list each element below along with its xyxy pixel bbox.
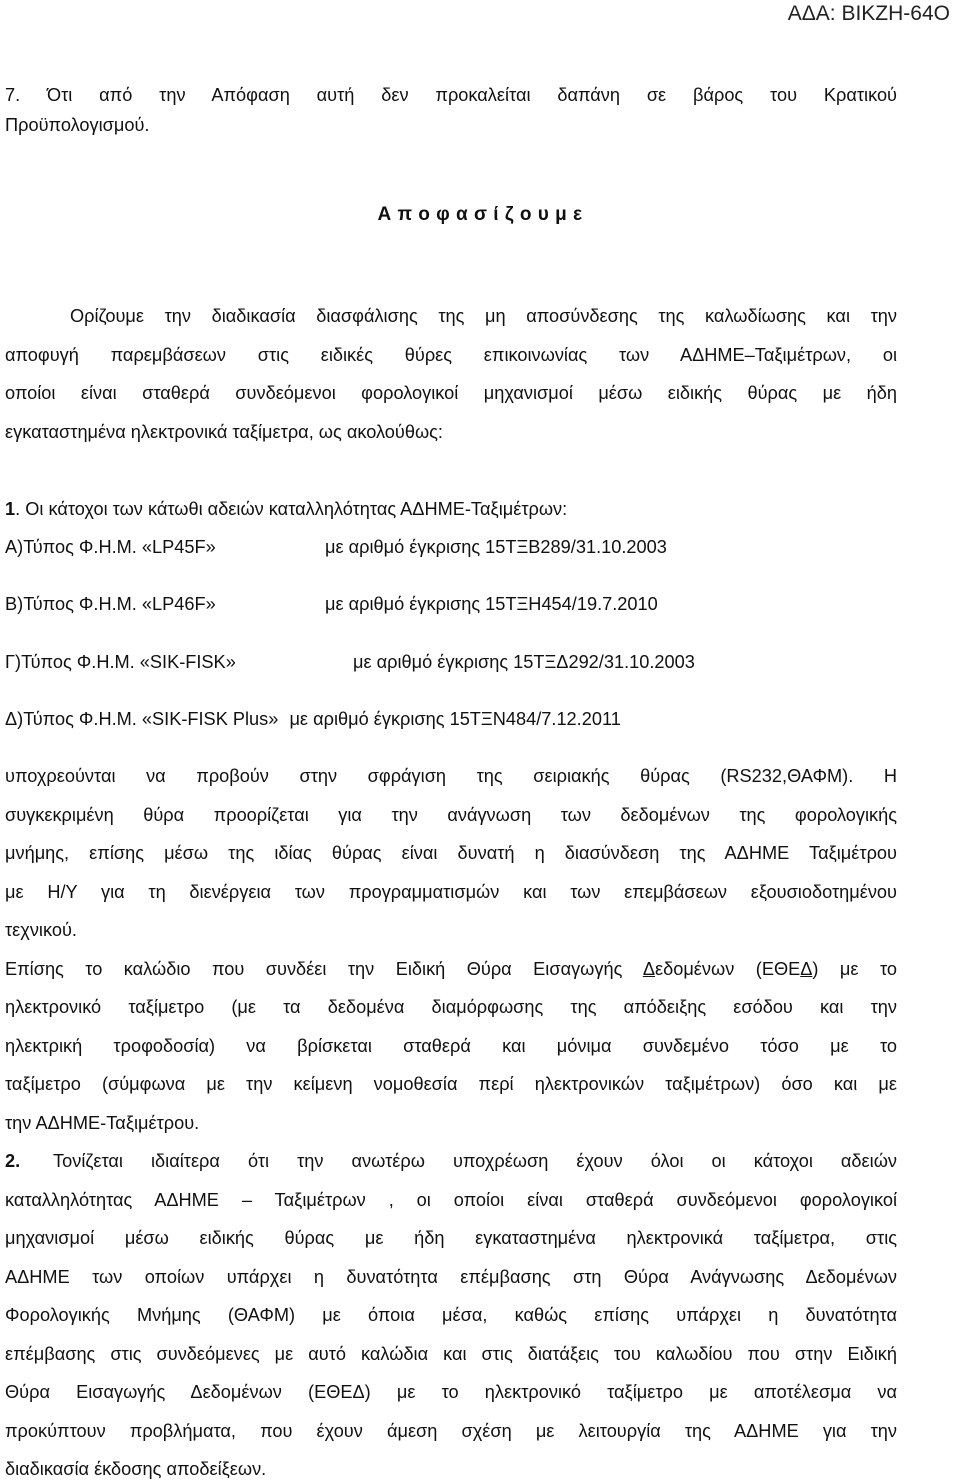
type-item-d — [5, 708, 905, 730]
type-item-b — [5, 593, 905, 615]
section2-line7: Θύρα Εισαγωγής Δεδομένων (ΕΘΕΔ) με το ηλεκτρονικό ταξίμετρο με αποτέλεσμα να — [5, 1382, 897, 1402]
para1-line5: τεχνικού. — [5, 920, 77, 940]
type-approval: με αριθμό έγκρισης 15ΤΞΗ454/19.7.2010 — [325, 594, 658, 614]
para1-line3: μνήμης, επίσης μέσω της ιδίας θύρας είναι δυνατή η διασύνδεση της ΑΔΗΜΕ Ταξιμέτρου — [5, 843, 897, 863]
section2-line2: καταλληλότητας ΑΔΗΜΕ – Ταξιμέτρων , οι οποίοι είναι σταθερά συνδεόμενοι φορολογικοί — [5, 1190, 897, 1210]
intro-line3: οποίοι είναι σταθερά συνδεόμενοι φορολογικοί μηχανισμοί μέσω ειδικής θύρας με ήδη — [5, 383, 897, 403]
section1-number: 1 — [5, 499, 16, 519]
para2-line1 — [5, 958, 897, 980]
type-item-c — [5, 651, 905, 673]
item7-line1: 7. Ότι από την Απόφαση αυτή δεν προκαλείται δαπάνη σε βάρος του Κρατικού — [5, 85, 897, 105]
para1-line4: με Η/Υ για τη διενέργεια των προγραμματισμών και των επεμβάσεων εξουσιοδοτημένου — [5, 882, 897, 902]
decision-title: Α π ο φ α σ ί ζ ο υ μ ε — [377, 204, 583, 225]
type-approval: με αριθμό έγκρισης 15ΤΞΒ289/31.10.2003 — [325, 537, 667, 557]
para2-line3: ηλεκτρική τροφοδοσία) να βρίσκεται σταθερά και μόνιμα συνδεμένο τόσο με το — [5, 1036, 897, 1056]
intro-line4: εγκαταστημένα ηλεκτρονικά ταξίμετρα, ως ακολούθως: — [5, 422, 443, 442]
para2-line5: την ΑΔΗΜΕ-Ταξιμέτρου. — [5, 1113, 200, 1133]
section1-heading-text: . Οι κάτοχοι των κάτωθι αδειών καταλληλότητας ΑΔΗΜΕ-Ταξιμέτρων: — [15, 499, 568, 519]
type-approval: με αριθμό έγκρισης 15ΤΞΔ292/31.10.2003 — [353, 652, 695, 672]
ada-code: ΑΔΑ: ΒΙΚΖΗ-64Ο — [787, 2, 950, 25]
para2-line1-end: ) με το — [812, 959, 898, 979]
para2-underlined-delta: Δ — [642, 959, 655, 979]
section2-line3: μηχανισμοί μέσω ειδικής θύρας με ήδη εγκαταστημένα ηλεκτρονικά ταξίμετρα, στις — [5, 1228, 897, 1248]
section2-line9: διαδικασία έκδοσης αποδείξεων. — [5, 1459, 267, 1479]
type-label: Β)Τύπος Φ.Η.Μ. «LP46F» — [5, 594, 216, 614]
type-item-a — [5, 536, 905, 558]
section2-line1-text: Τονίζεται ιδιαίτερα ότι την ανωτέρω υποχρέωση έχουν όλοι οι κάτοχοι αδειών — [53, 1151, 897, 1171]
section2-line4: ΑΔΗΜΕ των οποίων υπάρχει η δυνατότητα επέμβασης στη Θύρα Ανάγνωσης Δεδομένων — [5, 1267, 897, 1287]
para2-line2: ηλεκτρονικό ταξίμετρο (με τα δεδομένα διαμόρφωσης της απόδειξης εσόδου και την — [5, 997, 897, 1017]
section2-line5: Φορολογικής Μνήμης (ΘΑΦΜ) με όποια μέσα, καθώς επίσης υπάρχει η δυνατότητα — [5, 1305, 897, 1325]
intro-line1: Ορίζουμε την διαδικασία διασφάλισης της μη αποσύνδεσης της καλωδίωσης και την — [70, 306, 897, 326]
type-approval: με αριθμό έγκρισης 15ΤΞΝ484/7.12.2011 — [289, 709, 621, 729]
type-label: Α)Τύπος Φ.Η.Μ. «LP45F» — [5, 537, 216, 557]
section2-number: 2. — [5, 1151, 21, 1171]
type-label: Δ)Τύπος Φ.Η.Μ. «SIK-FISK Plus» — [5, 709, 279, 729]
section2-line6: επέμβασης στις συνδεόμενες με αυτό καλώδια και στις διατάξεις του καλωδίου που στην Ειδική — [5, 1344, 897, 1364]
section2-line1 — [5, 1150, 897, 1172]
item7-line2: Προϋπολογισμού. — [5, 115, 150, 135]
para2-line1-start: Επίσης το καλώδιο που συνδέει την Ειδική Θύρα Εισαγωγής — [5, 959, 643, 979]
intro-line2: αποφυγή παρεμβάσεων στις ειδικές θύρες επικοινωνίας των ΑΔΗΜΕ–Ταξιμέτρων, οι — [5, 345, 897, 365]
para2-underlined-delta: Δ — [800, 959, 813, 979]
para2-line4: ταξίμετρο (σύμφωνα με την κείμενη νομοθεσία περί ηλεκτρονικών ταξιμέτρων) όσο και με — [5, 1074, 897, 1094]
type-label: Γ)Τύπος Φ.Η.Μ. «SIK-FISK» — [5, 652, 236, 672]
para1-line1: υποχρεούνται να προβούν στην σφράγιση της σειριακής θύρας (RS232,ΘΑΦΜ). Η — [5, 766, 897, 786]
para1-line2: συγκεκριμένη θύρα προορίζεται για την ανάγνωση των δεδομένων της φορολογικής — [5, 805, 897, 825]
para2-line1-middle: εδομένων (ΕΘΕ — [654, 959, 801, 979]
section2-line8: προκύπτουν προβλήματα, που έχουν άμεση σχέση με λειτουργία της ΑΔΗΜΕ για την — [5, 1421, 897, 1441]
section1-heading — [5, 498, 897, 520]
